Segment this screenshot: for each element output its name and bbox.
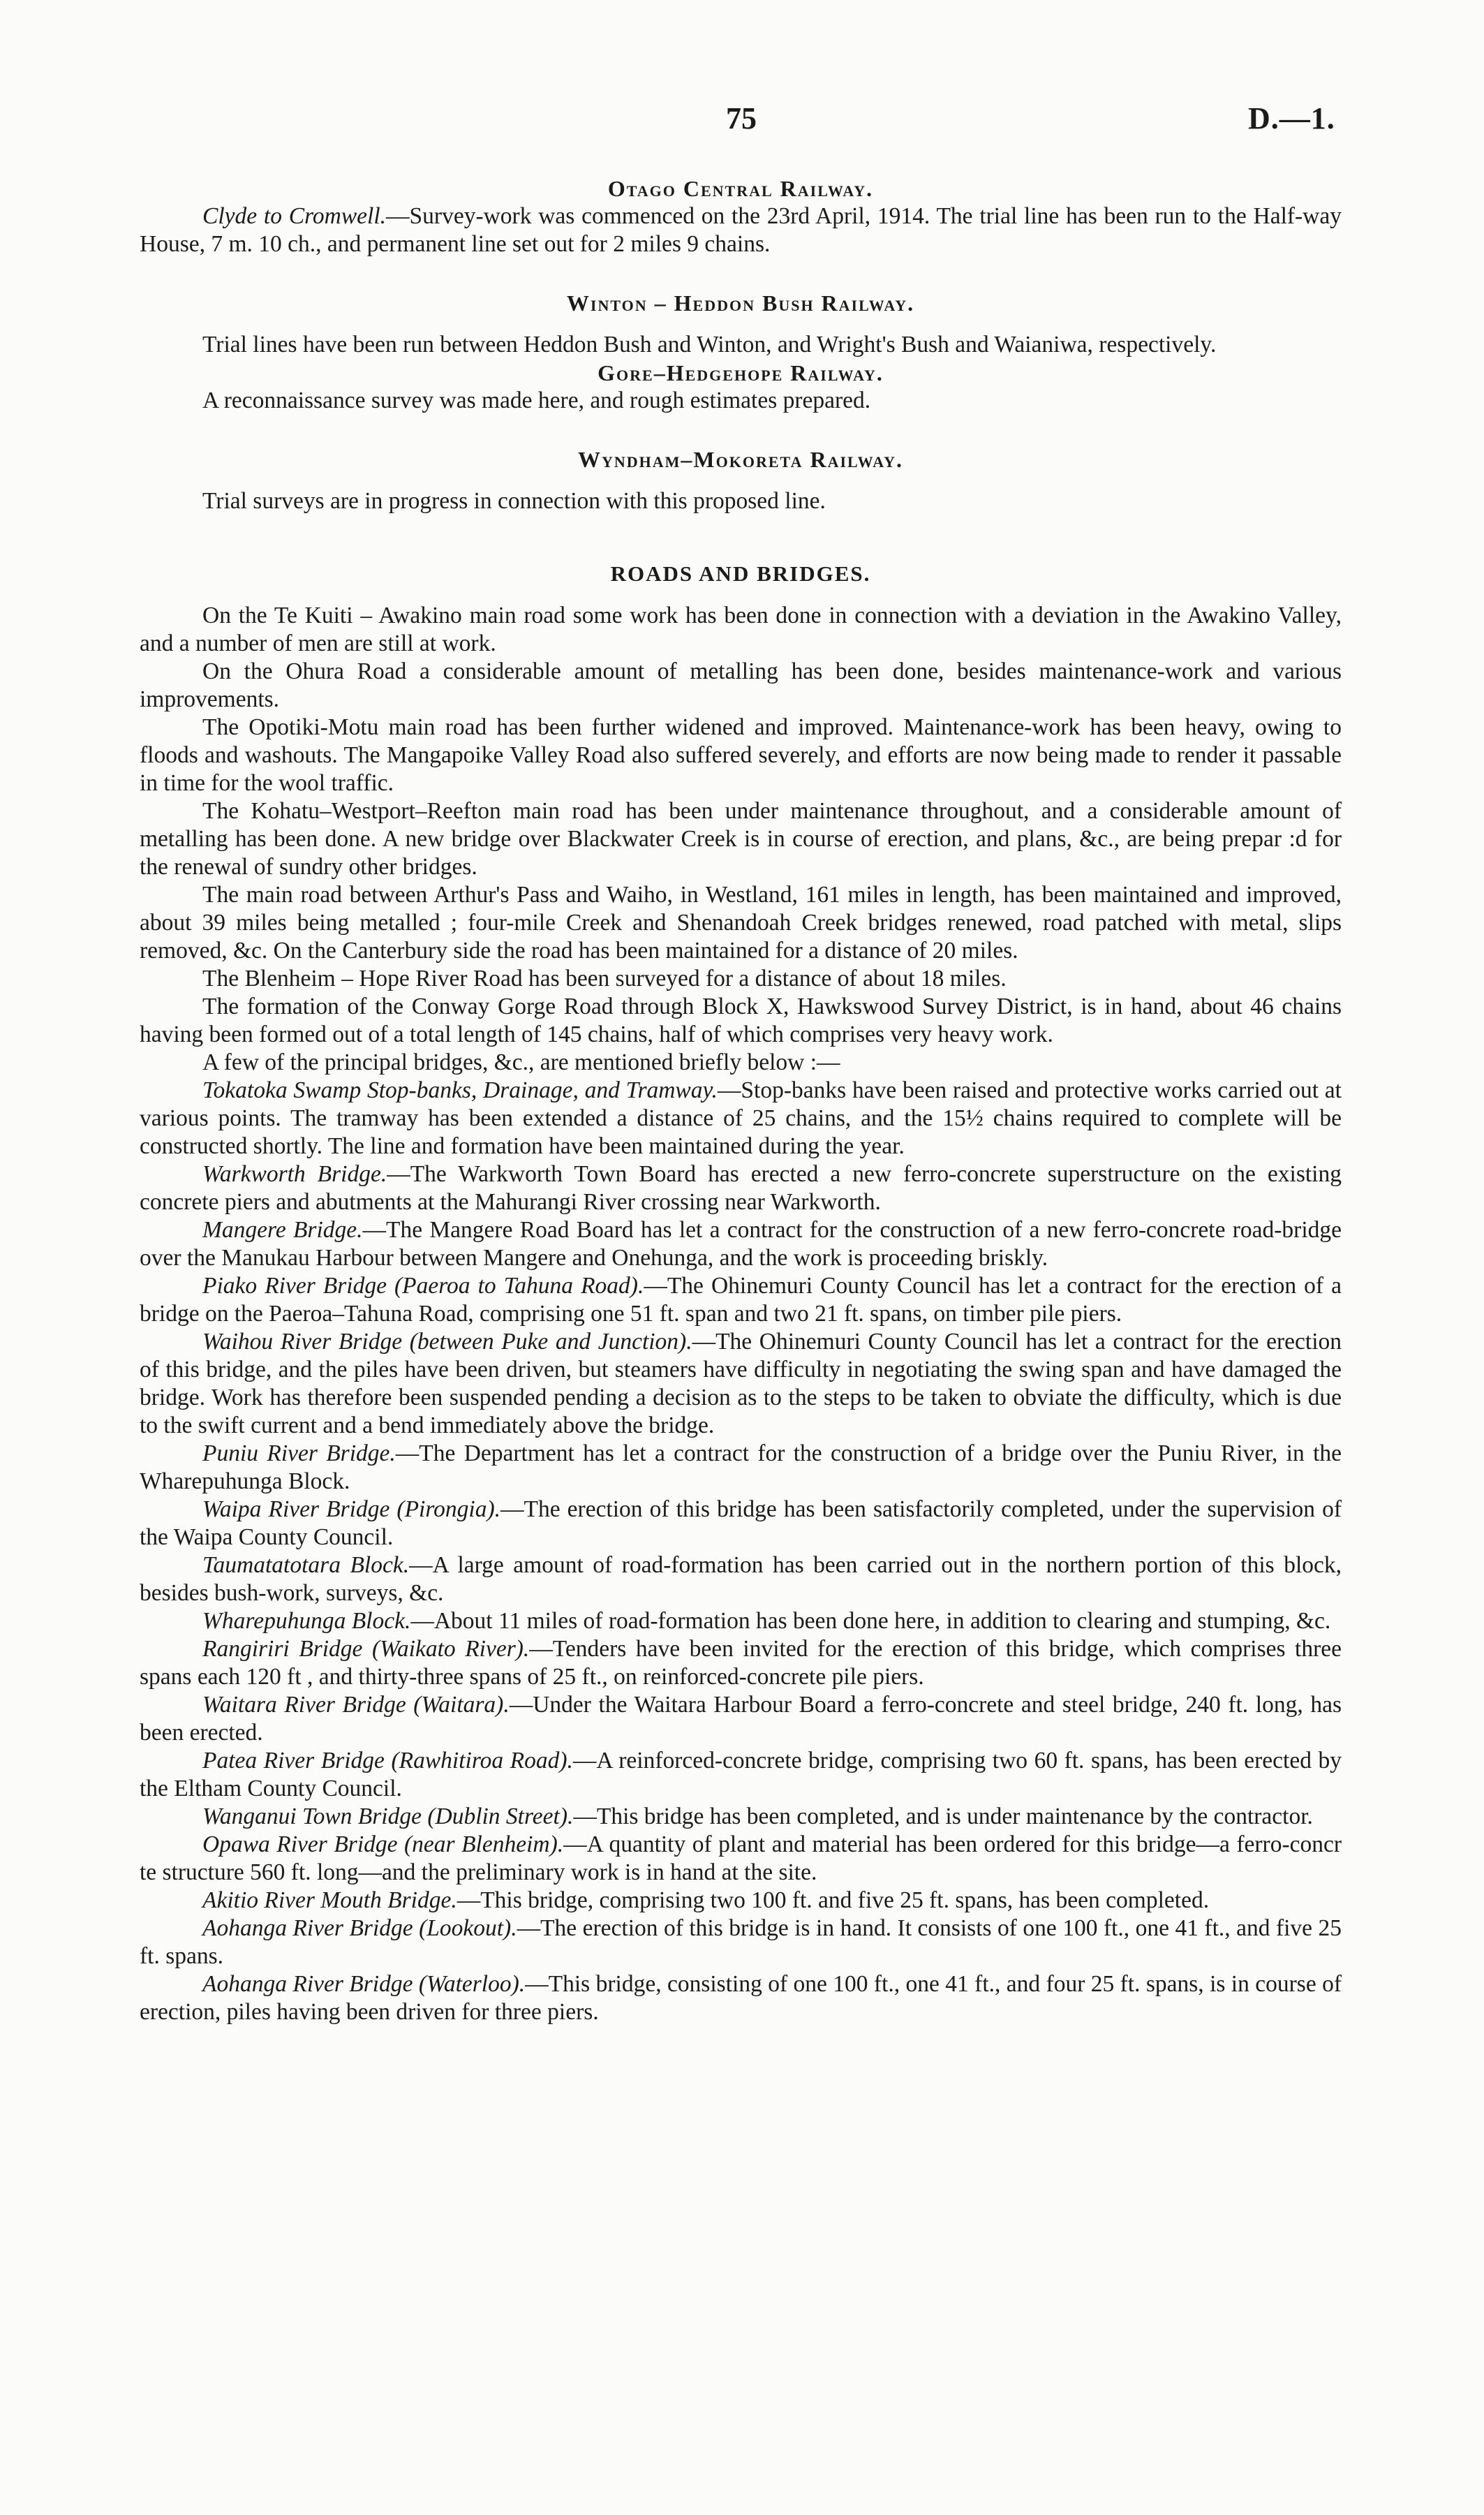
paragraph-blenheim-hope-river: The Blenheim – Hope River Road has been surveyed for a distance of about 18 miles. <box>202 966 1007 991</box>
bridge-item-akitio <box>140 1887 1342 1915</box>
bridge-item-waipa <box>140 1496 1342 1551</box>
item-title: Wanganui Town Bridge (Dublin Street). <box>202 1804 574 1829</box>
item-title: Waitara River Bridge (Waitara). <box>202 1692 510 1718</box>
item-title: Waihou River Bridge (between Puke and Junction). <box>202 1329 692 1355</box>
item-title: Wharepuhunga Block. <box>202 1608 411 1634</box>
item-title: Mangere Bridge. <box>202 1217 363 1243</box>
item-title: Rangiriri Bridge (Waikato River). <box>202 1636 530 1662</box>
bridge-item-wanganui <box>140 1803 1342 1831</box>
document-reference: D.—1. <box>1248 101 1335 135</box>
paragraph-opotiki-motu: The Opotiki-Motu main road has been further widened and improved. Maintenance-work has been heavy, owing to floods and washouts. The Mangapoike Valley Road also suffered severely, and efforts are now being made to render it passable in time for the wool traffic. <box>140 714 1342 796</box>
section-heading-roads-and-bridges: ROADS AND BRIDGES. <box>610 561 871 586</box>
item-text: —Tenders have been invited for the erection of this bridge, which comprises three spans each 120 ft , and thirty-three spans of 25 ft., on reinforced-concrete pile piers. <box>140 1636 1342 1690</box>
bridge-item-rangiriri <box>140 1635 1342 1691</box>
bridge-item-mangere <box>140 1216 1342 1272</box>
page-header <box>0 101 1484 147</box>
section-heading-otago-central-railway: Otago Central Railway. <box>607 176 874 201</box>
item-text: —The erection of this bridge is in hand. It consists of one 100 ft., one 41 ft., and five 25 ft. spans. <box>140 1915 1342 1969</box>
item-title: Piako River Bridge (Paeroa to Tahuna Road). <box>202 1273 644 1299</box>
bridge-item-opawa <box>140 1831 1342 1887</box>
item-title: Aohanga River Bridge (Waterloo). <box>202 1971 526 1997</box>
item-text: —Under the Waitara Harbour Board a ferro-concrete and steel bridge, 240 ft. long, has been erected. <box>140 1692 1342 1746</box>
item-text: —A quantity of plant and material has been ordered for this bridge—a ferro-concr te structure 560 ft. long—and the preliminary work is in hand at the site. <box>140 1831 1342 1885</box>
paragraph-gore-reconnaissance: A reconnaissance survey was made here, and rough estimates prepared. <box>202 388 871 413</box>
bridge-item-puniu <box>140 1440 1342 1496</box>
paragraph-clyde-to-cromwell <box>140 202 1342 258</box>
section-heading-winton-heddon-bush-railway: Winton – Heddon Bush Railway. <box>566 290 915 316</box>
item-title: Patea River Bridge (Rawhitiroa Road). <box>202 1748 573 1773</box>
bridge-item-aohanga-lookout <box>140 1915 1342 1970</box>
item-text: —A large amount of road-formation has been carried out in the northern portion of this block, besides bush-work, surveys, &c. <box>140 1552 1342 1606</box>
paragraph-te-kuiti-awakino: On the Te Kuiti – Awakino main road some work has been done in connection with a deviation in the Awakino Valley, and a number of men are still at work. <box>140 603 1342 656</box>
item-title: Tokatoka Swamp Stop-banks, Drainage, and Tramway. <box>202 1077 718 1103</box>
item-title: Puniu River Bridge. <box>202 1440 396 1466</box>
item-text: —The Ohinemuri County Council has let a contract for the erection of this bridge, and the piles have been driven, but steamers have difficulty in negotiating the swing span and have damaged the bridge. Work has therefore been suspended pending a decision as to the steps to be taken to obviate the difficulty, which is due to the swift current and a bend immediately above the bridge. <box>140 1329 1342 1438</box>
paragraph-conway-gorge: The formation of the Conway Gorge Road through Block X, Hawkswood Survey District, is in hand, about 46 chains having been formed out of a total length of 145 chains, half of which comprises very heavy work. <box>140 994 1342 1047</box>
item-text: —The Warkworth Town Board has erected a new ferro-concrete superstructure on the existing concrete piers and abutments at the Mahurangi River crossing near Warkworth. <box>140 1161 1342 1215</box>
bridge-item-piako <box>140 1272 1342 1328</box>
item-text: —The erection of this bridge has been satisfactorily completed, under the supervision of the Waipa County Council. <box>140 1496 1342 1550</box>
paragraph-kohatu-westport-reefton: The Kohatu–Westport–Reefton main road has been under maintenance throughout, and a considerable amount of metalling has been done. A new bridge over Blackwater Creek is in course of erection, and plans, &c., are being prepar :d for the renewal of sundry other bridges. <box>140 798 1342 880</box>
item-title: Aohanga River Bridge (Lookout). <box>202 1915 517 1941</box>
paragraph-winton-trial-lines: Trial lines have been run between Heddon Bush and Winton, and Wright's Bush and Waianiwa, respectively. <box>202 332 1217 357</box>
item-title: Warkworth Bridge. <box>202 1161 387 1187</box>
bridge-item-tokatoka <box>140 1077 1342 1160</box>
paragraph-wyndham-trial-surveys: Trial surveys are in progress in connection with this proposed line. <box>202 488 826 514</box>
paragraph-principal-bridges-intro: A few of the principal bridges, &c., are mentioned briefly below :— <box>202 1049 840 1075</box>
item-text: —Stop-banks have been raised and protective works carried out at various points. The tramway has been extended a distance of 25 chains, and the 15½ chains required to complete will be constructed shortly. The line and formation have been maintained during the year. <box>140 1077 1342 1159</box>
item-title: Waipa River Bridge (Pirongia). <box>202 1496 500 1522</box>
section-heading-wyndham-mokoreta-railway: Wyndham–Mokoreta Railway. <box>578 447 903 472</box>
page-number: 75 <box>726 101 757 135</box>
bridge-item-warkworth <box>140 1160 1342 1216</box>
item-title: Taumatatotara Block. <box>202 1552 410 1578</box>
paragraph-text: —Survey-work was commenced on the 23rd April, 1914. The trial line has been run to the Half-way House, 7 m. 10 ch., and permanent line set out for 2 miles 9 chains. <box>140 203 1342 257</box>
page-body <box>140 175 1342 2026</box>
item-title: Opawa River Bridge (near Blenheim). <box>202 1831 564 1857</box>
item-title: Akitio River Mouth Bridge. <box>202 1887 457 1913</box>
bridge-item-waitara <box>140 1691 1342 1747</box>
bridge-item-wharepuhunga <box>140 1607 1342 1635</box>
paragraph-title: Clyde to Cromwell. <box>202 203 387 229</box>
section-heading-gore-hedgehope-railway: Gore–Hedgehope Railway. <box>598 360 884 385</box>
bridge-item-taumatatotara <box>140 1551 1342 1607</box>
item-text: —The Department has let a contract for the construction of a bridge over the Puniu River, in the Wharepuhunga Block. <box>140 1440 1342 1494</box>
item-text: —This bridge, consisting of one 100 ft., one 41 ft., and four 25 ft. spans, is in course of erection, piles having been driven for three piers. <box>140 1971 1342 2025</box>
paragraph-arthurs-pass-waiho: The main road between Arthur's Pass and Waiho, in Westland, 161 miles in length, has been maintained and improved, about 39 miles being metalled ; four-mile Creek and Shenandoah Creek bridges renewed, road patched with metal, slips removed, &c. On the Canterbury side the road has been maintained for a distance of 20 miles. <box>140 882 1342 964</box>
bridge-item-patea <box>140 1747 1342 1803</box>
item-text: —This bridge has been completed, and is under maintenance by the contractor. <box>573 1804 1313 1829</box>
paragraph-ohura-road: On the Ohura Road a considerable amount of metalling has been done, besides maintenance-work and various improvements. <box>140 658 1342 712</box>
bridge-item-waihou <box>140 1328 1342 1440</box>
item-text: —The Mangere Road Board has let a contract for the construction of a new ferro-concrete road-bridge over the Manukau Harbour between Mangere and Onehunga, and the work is proceeding briskly. <box>140 1217 1342 1271</box>
item-text: —About 11 miles of road-formation has been done here, in addition to clearing and stumping, &c. <box>410 1608 1331 1634</box>
item-text: —The Ohinemuri County Council has let a contract for the erection of a bridge on the Paeroa–Tahuna Road, comprising one 51 ft. span and two 21 ft. spans, on timber pile piers. <box>140 1273 1342 1327</box>
item-text: —A reinforced-concrete bridge, comprising two 60 ft. spans, has been erected by the Eltham County Council. <box>140 1748 1342 1801</box>
item-text: —This bridge, comprising two 100 ft. and five 25 ft. spans, has been completed. <box>457 1887 1210 1913</box>
bridge-item-aohanga-waterloo <box>140 1970 1342 2026</box>
